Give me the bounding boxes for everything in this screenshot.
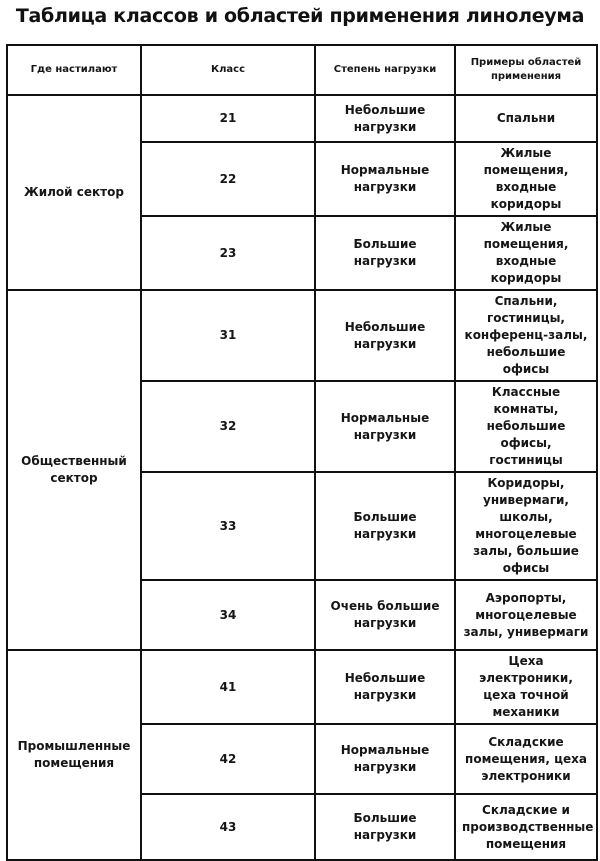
load-cell: Большие нагрузки [315, 216, 455, 290]
class-cell: 33 [141, 472, 315, 580]
page-title: Таблица классов и областей применения линолеума [15, 5, 585, 27]
load-cell: Нормальные нагрузки [315, 724, 455, 794]
table-row [7, 290, 597, 381]
examples-cell: Спальни [455, 95, 597, 142]
class-cell: 23 [141, 216, 315, 290]
load-cell: Небольшие нагрузки [315, 290, 455, 381]
examples-cell: Складские помещения, цеха электроники [455, 724, 597, 794]
class-cell: 41 [141, 650, 315, 724]
examples-cell: Классные комнаты, небольшие офисы, гостиницы [455, 381, 597, 472]
examples-cell: Цеха электроники, цеха точной механики [455, 650, 597, 724]
linoleum-classes-table [6, 44, 598, 861]
examples-cell: Жилые помещения, входные коридоры [455, 216, 597, 290]
load-cell: Нормальные нагрузки [315, 142, 455, 216]
table-row [7, 95, 597, 142]
class-cell: 32 [141, 381, 315, 472]
examples-cell: Аэропорты, многоцелевые залы, универмаги [455, 580, 597, 650]
where-cell: Общественный сектор [7, 290, 141, 650]
load-cell: Нормальные нагрузки [315, 381, 455, 472]
header-examples: Примеры областей применения [455, 45, 597, 95]
header-class: Класс [141, 45, 315, 95]
where-cell: Промышленные помещения [7, 650, 141, 860]
class-cell: 21 [141, 95, 315, 142]
load-cell: Большие нагрузки [315, 794, 455, 860]
header-where: Где настилают [7, 45, 141, 95]
class-cell: 42 [141, 724, 315, 794]
examples-cell: Коридоры, универмаги, школы, многоцелевые залы, большие офисы [455, 472, 597, 580]
class-cell: 31 [141, 290, 315, 381]
header-load: Степень нагрузки [315, 45, 455, 95]
class-cell: 34 [141, 580, 315, 650]
where-cell: Жилой сектор [7, 95, 141, 290]
load-cell: Небольшие нагрузки [315, 95, 455, 142]
table-row [7, 650, 597, 724]
class-cell: 43 [141, 794, 315, 860]
load-cell: Небольшие нагрузки [315, 650, 455, 724]
class-cell: 22 [141, 142, 315, 216]
examples-cell: Спальни, гостиницы, конференц-залы, небольшие офисы [455, 290, 597, 381]
examples-cell: Жилые помещения, входные коридоры [455, 142, 597, 216]
header-row [7, 45, 597, 95]
load-cell: Очень большие нагрузки [315, 580, 455, 650]
examples-cell: Складские и производственные помещения [455, 794, 597, 860]
load-cell: Большие нагрузки [315, 472, 455, 580]
